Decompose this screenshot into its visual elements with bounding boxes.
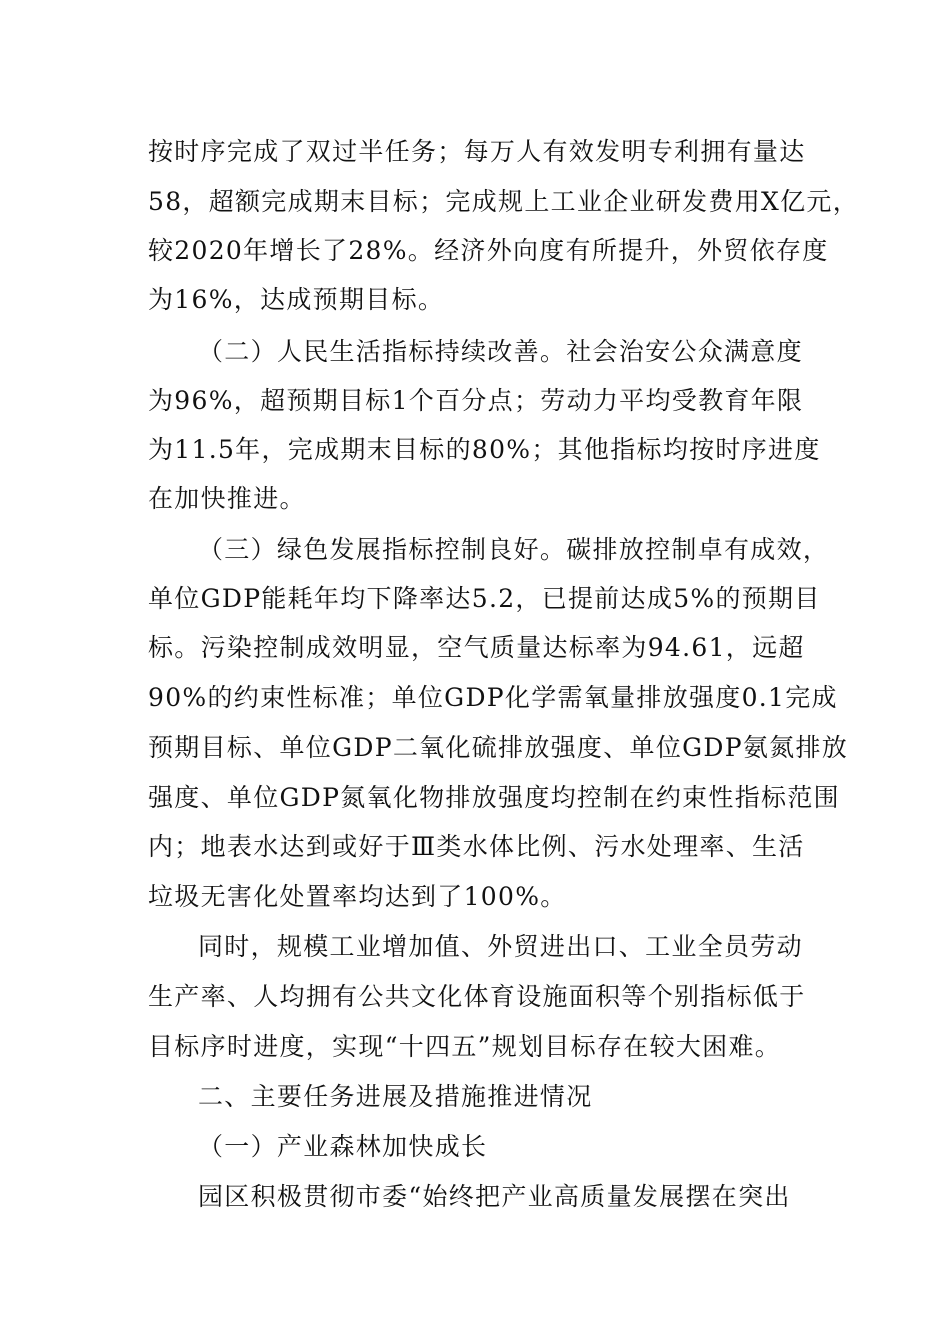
text-line: 58，超额完成期末目标；完成规上工业企业研发费用X亿元，: [148, 187, 860, 216]
text-line: 同时，规模工业增加值、外贸进出口、工业全员劳动: [198, 932, 803, 961]
text-line: 较2020年增长了28%。经济外向度有所提升，外贸依存度: [148, 236, 829, 265]
text-line: 按时序完成了双过半任务；每万人有效发明专利拥有量达: [148, 137, 806, 166]
text-line: 预期目标、单位GDP二氧化硫排放强度、单位GDP氨氮排放: [148, 733, 849, 762]
text-line: 为11.5年，完成期末目标的80%；其他指标均按时序进度: [148, 435, 821, 464]
text-line: 90%的约束性标准；单位GDP化学需氧量排放强度0.1完成: [148, 683, 838, 712]
text-line: 为96%，超预期目标1个百分点；劳动力平均受教育年限: [148, 386, 804, 415]
text-line: （三）绿色发展指标控制良好。碳排放控制卓有成效，: [198, 535, 830, 564]
text-line: 为16%，达成预期目标。: [148, 285, 445, 314]
subsection-heading: （一）产业森林加快成长: [198, 1132, 488, 1161]
text-line: 垃圾无害化处置率均达到了100%。: [148, 882, 567, 911]
section-heading: 二、主要任务进展及措施推进情况: [198, 1082, 593, 1111]
text-line: 强度、单位GDP氮氧化物排放强度均控制在约束性指标范围: [148, 783, 840, 812]
text-line: 目标序时进度，实现“十四五”规划目标存在较大困难。: [148, 1032, 782, 1061]
text-line: 生产率、人均拥有公共文化体育设施面积等个别指标低于: [148, 982, 806, 1011]
text-line: 单位GDP能耗年均下降率达5.2，已提前达成5%的预期目: [148, 584, 821, 613]
text-line: 在加快推进。: [148, 484, 306, 513]
text-line: 内；地表水达到或好于Ⅲ类水体比例、污水处理率、生活: [148, 832, 805, 861]
text-line: （二）人民生活指标持续改善。社会治安公众满意度: [198, 337, 803, 366]
text-line: 园区积极贯彻市委“始终把产业高质量发展摆在突出: [198, 1182, 791, 1211]
text-line: 标。污染控制成效明显，空气质量达标率为94.61，远超: [148, 633, 805, 662]
